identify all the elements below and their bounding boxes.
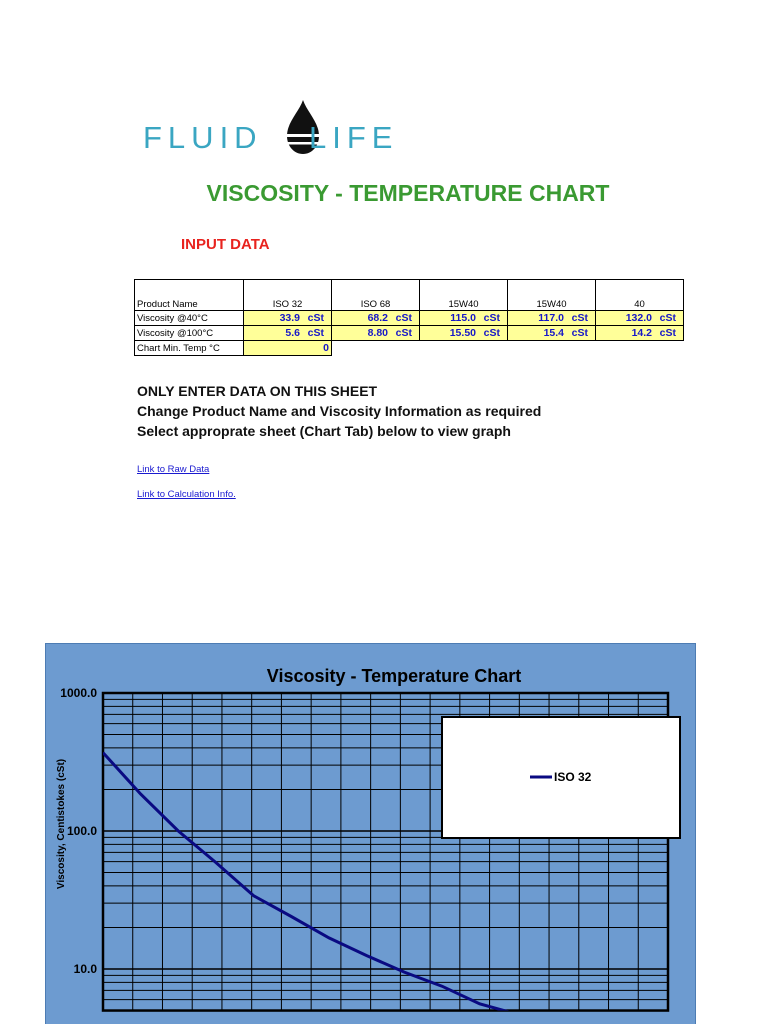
viscosity-40-cell[interactable]: 68.2 cSt — [332, 311, 420, 326]
product-name-cell[interactable]: ISO 68 — [332, 280, 420, 311]
page-title: VISCOSITY - TEMPERATURE CHART — [206, 180, 610, 206]
y-axis-label: Viscosity, Centistokes (cSt) — [56, 758, 67, 890]
viscosity-40-cell[interactable]: 33.9 cSt — [244, 311, 332, 326]
viscosity-40-cell[interactable]: 117.0 cSt — [508, 311, 596, 326]
raw-data-link[interactable]: Link to Raw Data — [137, 464, 210, 475]
instructions — [137, 381, 541, 441]
chart-title: Viscosity - Temperature Chart — [266, 666, 522, 686]
product-name-cell[interactable]: 15W40 — [420, 280, 508, 311]
legend-entry-label: ISO 32 — [554, 770, 592, 784]
fluidlife-logo — [143, 98, 443, 158]
y-tick-label: 1000.0 — [60, 686, 97, 700]
row-label-v40: Viscosity @40°C — [135, 311, 244, 326]
viscosity-100-cell[interactable]: 15.4 cSt — [508, 326, 596, 341]
viscosity-40-cell[interactable]: 115.0 cSt — [420, 311, 508, 326]
table-row-v40 — [135, 311, 684, 326]
table-row-product — [135, 280, 684, 311]
viscosity-40-cell[interactable]: 132.0 cSt — [596, 311, 684, 326]
min-temp-cell[interactable]: 0 — [244, 341, 332, 356]
viscosity-100-cell[interactable]: 14.2 cSt — [596, 326, 684, 341]
instruction-line: ONLY ENTER DATA ON THIS SHEET — [137, 383, 378, 399]
instruction-line: Select approprate sheet (Chart Tab) below to view graph — [137, 423, 511, 439]
input-data-heading: INPUT DATA — [181, 236, 270, 253]
table-row-v100 — [135, 326, 684, 341]
viscosity-100-cell[interactable]: 15.50 cSt — [420, 326, 508, 341]
y-tick-label: 10.0 — [73, 962, 97, 976]
input-table — [134, 279, 684, 356]
chart-panel — [45, 643, 696, 1024]
row-label-min-temp: Chart Min. Temp °C — [135, 341, 244, 356]
row-label-product: Product Name — [135, 280, 244, 311]
product-name-cell[interactable]: 15W40 — [508, 280, 596, 311]
row-label-v100: Viscosity @100°C — [135, 326, 244, 341]
viscosity-chart — [46, 644, 696, 1024]
viscosity-100-cell[interactable]: 5.6 cSt — [244, 326, 332, 341]
table-row-min-temp — [135, 341, 684, 356]
y-tick-label: 100.0 — [66, 824, 97, 838]
viscosity-100-cell[interactable]: 8.80 cSt — [332, 326, 420, 341]
calc-info-link[interactable]: Link to Calculation Info. — [137, 489, 236, 500]
instruction-line: Change Product Name and Viscosity Information as required — [137, 403, 542, 419]
logo-text-fluid: FLUID — [143, 120, 263, 155]
product-name-cell[interactable]: ISO 32 — [244, 280, 332, 311]
logo-text-life: LIFE — [309, 120, 399, 155]
product-name-cell[interactable]: 40 — [596, 280, 684, 311]
